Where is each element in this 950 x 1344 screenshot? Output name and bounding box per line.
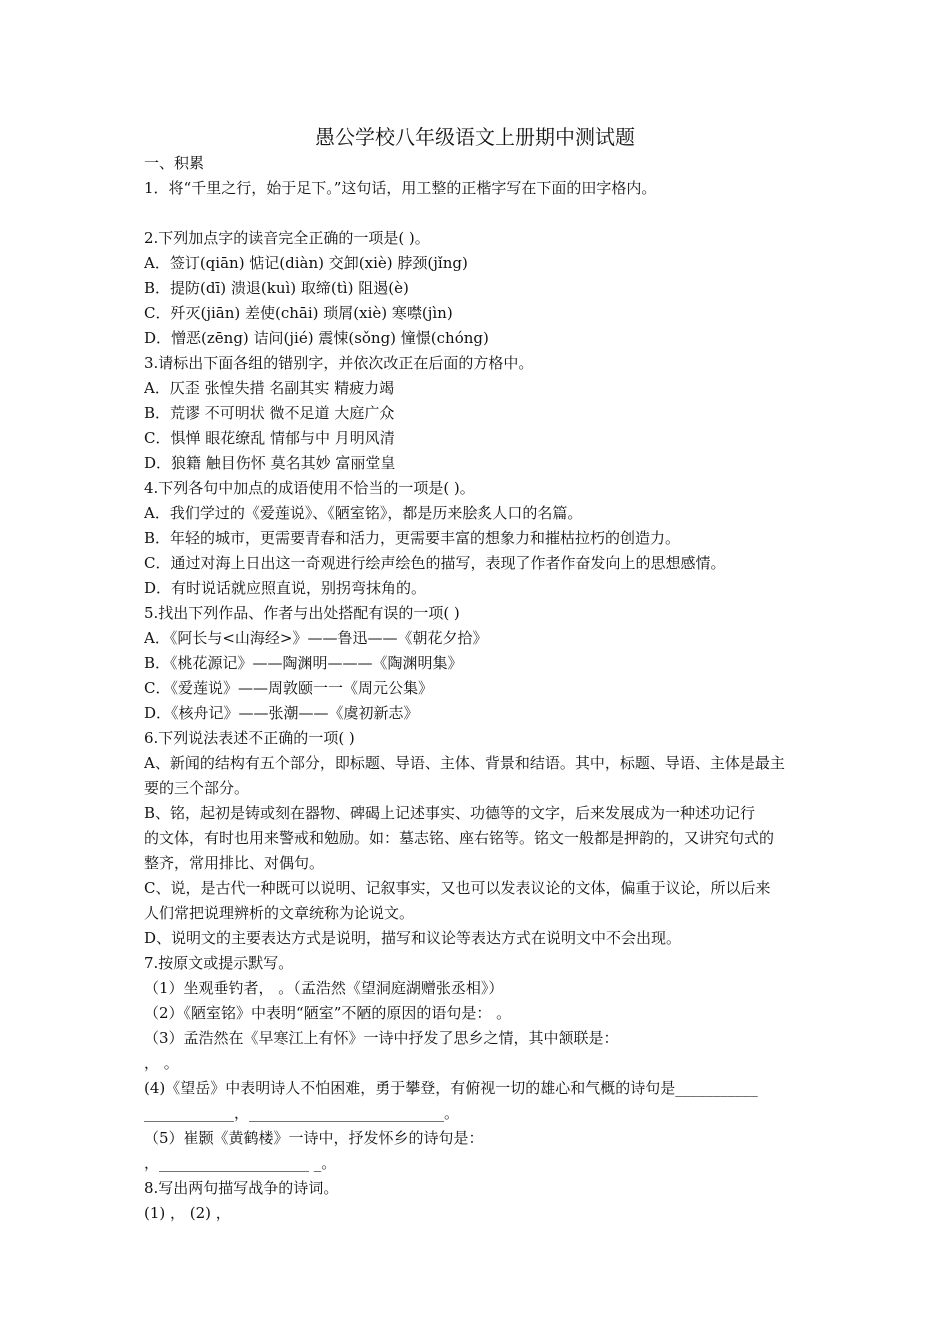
q7-item-5: （5）崔颢《黄鹤楼》一诗中，抒发怀乡的诗句是：: [144, 1129, 484, 1147]
q6-option-c-line2: 人们常把说理辨析的文章统称为论说文。: [144, 904, 415, 922]
q3-option-c: C．惧惮 眼花缭乱 情郁与中 月明风清: [144, 429, 395, 447]
q6-option-b-line3: 整齐，常用排比、对偶句。: [144, 854, 325, 872]
question-6: 6.下列说法表述不正确的一项( ): [144, 729, 355, 747]
q2-option-c: C．歼灭(jiān) 差使(chāi) 琐屑(xiè) 寒噤(jìn): [144, 304, 453, 322]
q3-option-d: D．狼籍 触目伤怀 莫名其妙 富丽堂皇: [144, 454, 396, 472]
q5-option-a: A．《阿长与<山海经>》——鲁迅——《朝花夕拾》: [144, 629, 488, 647]
question-7: 7.按原文或提示默写。: [144, 954, 294, 972]
q7-item-3: （3）孟浩然在《早寒江上有怀》一诗中抒发了思乡之情，其中颔联是：: [144, 1029, 619, 1047]
q2-option-d: D．憎恶(zēng) 诘问(jié) 震悚(sǒng) 憧憬(chóng): [144, 329, 489, 347]
q4-option-d: D．有时说话就应照直说，别拐弯抹角的。: [144, 579, 427, 597]
q7-item-5-blank: ，____________________ _。: [144, 1154, 337, 1172]
q6-option-d: D、说明文的主要表达方式是说明，描写和议论等表达方式在说明文中不会出现。: [144, 929, 682, 947]
question-1: 1．将“千里之行，始于足下。”这句话，用工整的正楷字写在下面的田字格内。: [144, 179, 657, 197]
q5-option-c: C．《爱莲说》——周敦颐一一《周元公集》: [144, 679, 433, 697]
q7-item-2: （2）《陋室铭》中表明“陋室”不陋的原因的语句是： 。: [144, 1004, 512, 1022]
q5-option-b: B．《桃花源记》——陶渊明———《陶渊明集》: [144, 654, 463, 672]
q7-item-4-line1: (4)《望岳》中表明诗人不怕困难，勇于攀登，有俯视一切的雄心和气概的诗句是___________: [144, 1079, 758, 1097]
question-4: 4.下列各句中加点的成语使用不恰当的一项是( )。: [144, 479, 475, 497]
section-heading: 一、积累: [144, 154, 205, 172]
q3-option-b: B．荒谬 不可明状 微不足道 大庭广众: [144, 404, 395, 422]
q6-option-c-line1: C、说，是古代一种既可以说明、记叙事实，又也可以发表议论的文体，偏重于议论，所以后来: [144, 879, 771, 897]
q8-blanks: (1) ， (2) ，: [144, 1204, 231, 1222]
q7-item-4-line2: ____________，__________________________。: [144, 1104, 460, 1122]
question-8: 8.写出两句描写战争的诗词。: [144, 1179, 339, 1197]
q4-option-b: B．年轻的城市，更需要青春和活力，更需要丰富的想象力和摧枯拉朽的创造力。: [144, 529, 681, 547]
question-3: 3.请标出下面各组的错别字，并依次改正在后面的方格中。: [144, 354, 534, 372]
q7-item-1: （1）坐观垂钓者， 。（孟浩然《望洞庭湖赠张丞相》）: [144, 979, 504, 997]
q4-option-a: A．我们学过的《爱莲说》、《陋室铭》，都是历来脍炙人口的名篇。: [144, 504, 583, 522]
q6-option-a-line2: 要的三个部分。: [144, 779, 250, 797]
q4-option-c: C．通过对海上日出这一奇观进行绘声绘色的描写，表现了作者作奋发向上的思想感情。: [144, 554, 726, 572]
document-title: 愚公学校八年级语文上册期中测试题: [315, 125, 635, 149]
q6-option-b-line2: 的文体，有时也用来警戒和勉励。如：墓志铭、座右铭等。铭文一般都是押韵的，又讲究句式的: [144, 829, 775, 847]
q5-option-d: D．《核舟记》——张潮——《虞初新志》: [144, 704, 419, 722]
q3-option-a: A．仄歪 张惶失措 名副其实 精疲力竭: [144, 379, 395, 397]
question-5: 5.找出下列作品、作者与出处搭配有误的一项( ): [144, 604, 460, 622]
question-2: 2.下列加点字的读音完全正确的一项是( )。: [144, 229, 430, 247]
q2-option-b: B．提防(dī) 溃退(kuì) 取缔(tì) 阻遏(è): [144, 279, 409, 297]
q6-option-a-line1: A、新闻的结构有五个部分，即标题、导语、主体、背景和结语。其中，标题、导语、主体是最主: [144, 754, 785, 772]
q6-option-b-line1: B、铭，起初是铸或刻在器物、碑碣上记述事实、功德等的文字，后来发展成为一种述功记行: [144, 804, 756, 822]
q7-item-3-blank: ， 。: [144, 1054, 179, 1072]
q2-option-a: A．签订(qiān) 惦记(diàn) 交卸(xiè) 脖颈(jǐng): [144, 254, 468, 272]
